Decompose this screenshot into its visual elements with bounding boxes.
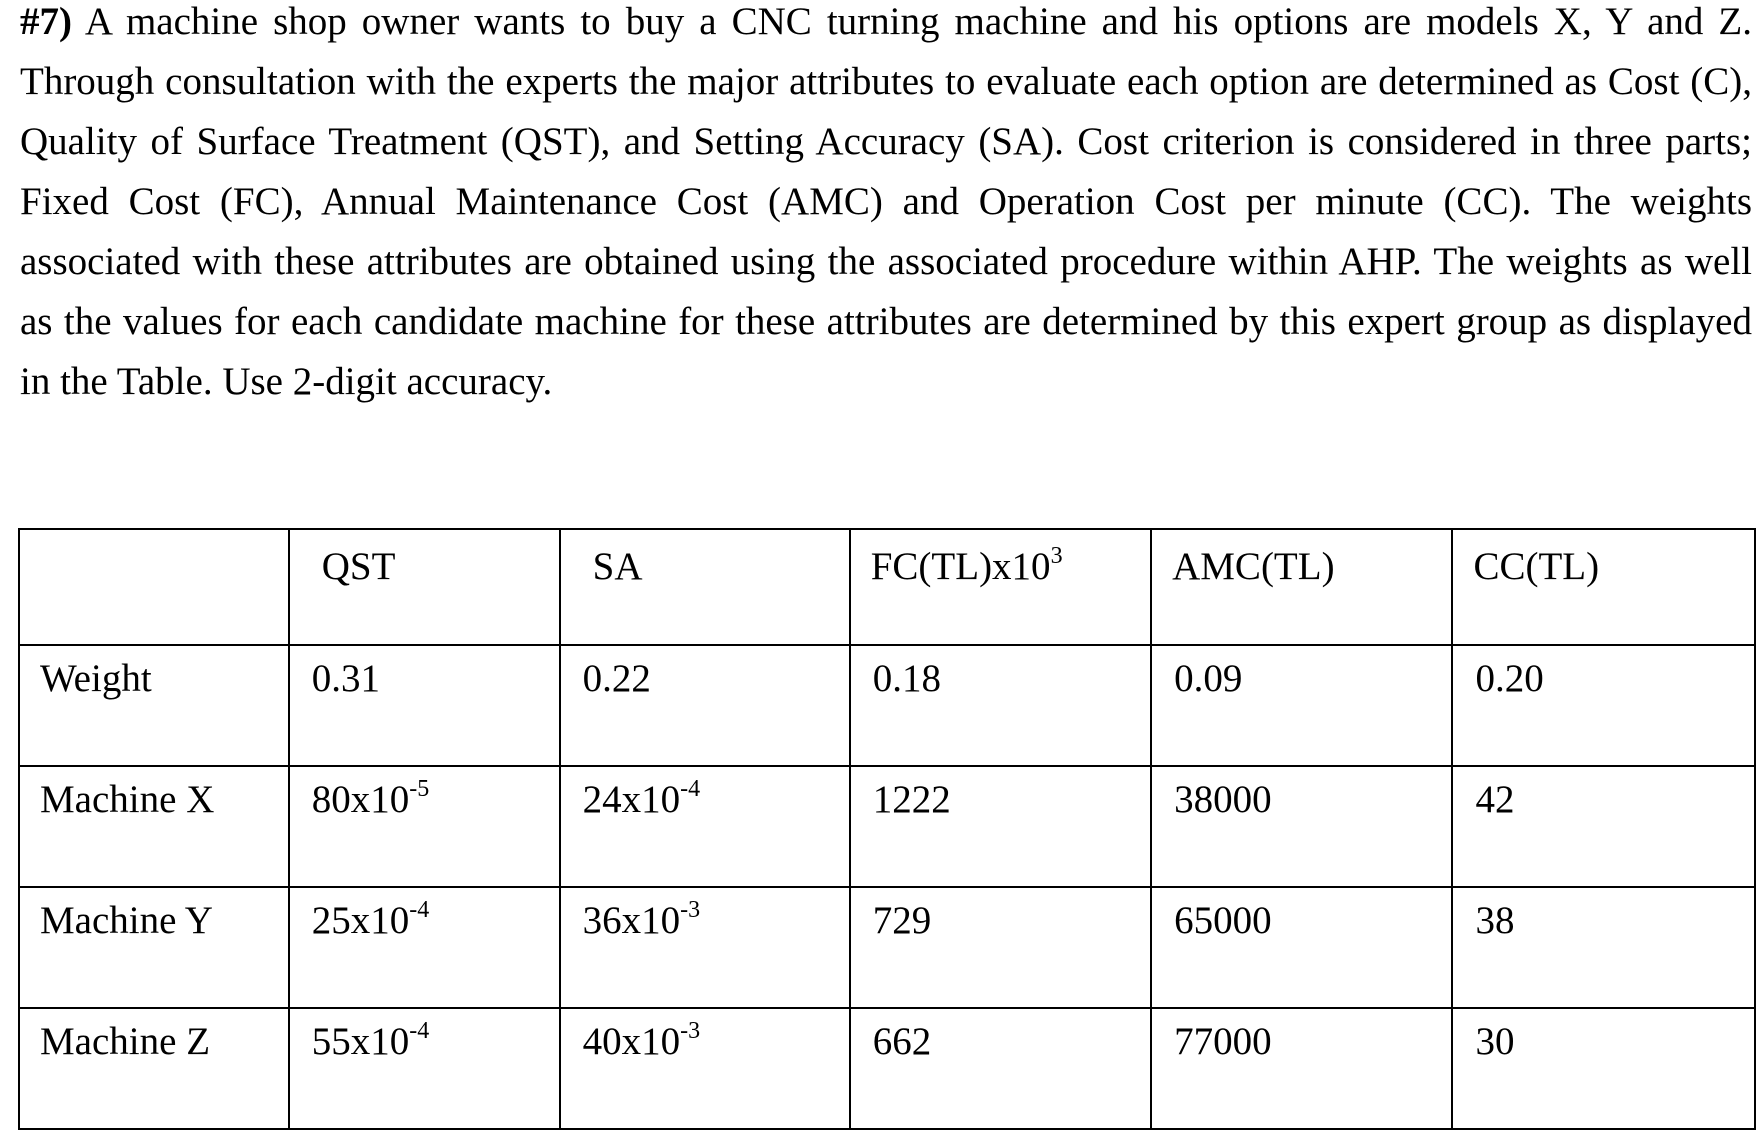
cell-machine-x-qst bbox=[289, 766, 560, 887]
cell-base: 80x10 bbox=[311, 778, 410, 821]
table-row bbox=[19, 1008, 1755, 1129]
problem-statement bbox=[20, 0, 1752, 412]
cell-base: 0.22 bbox=[582, 657, 651, 700]
attribute-table bbox=[18, 528, 1756, 1130]
cell-machine-y-sa bbox=[560, 887, 850, 1008]
cell-machine-z-qst bbox=[289, 1008, 560, 1129]
cell-base: 24x10 bbox=[582, 778, 681, 821]
cell-machine-y-cc: 38 bbox=[1452, 887, 1755, 1008]
row-label-machine-z: Machine Z bbox=[19, 1008, 289, 1129]
row-label-machine-y: Machine Y bbox=[19, 887, 289, 1008]
cell-weight-fc: 0.18 bbox=[850, 645, 1151, 766]
cell-exponent: -4 bbox=[409, 1018, 430, 1044]
header-cc: CC(TL) bbox=[1452, 529, 1755, 645]
cell-machine-z-amc: 77000 bbox=[1151, 1008, 1452, 1129]
cell-exponent: -5 bbox=[409, 776, 430, 802]
table-header-row bbox=[19, 529, 1755, 645]
header-empty-cell bbox=[19, 529, 289, 645]
table-row bbox=[19, 766, 1755, 887]
cell-base: 25x10 bbox=[311, 899, 410, 942]
cell-exponent: -3 bbox=[680, 897, 701, 923]
cell-weight-sa bbox=[560, 645, 850, 766]
cell-machine-x-sa bbox=[560, 766, 850, 887]
cell-weight-amc: 0.09 bbox=[1151, 645, 1452, 766]
cell-machine-x-cc: 42 bbox=[1452, 766, 1755, 887]
row-label-machine-x: Machine X bbox=[19, 766, 289, 887]
header-fc-exponent: 3 bbox=[1050, 543, 1063, 569]
header-fc-base: FC(TL)x10 bbox=[870, 545, 1051, 588]
table-row bbox=[19, 887, 1755, 1008]
cell-base: 40x10 bbox=[582, 1020, 681, 1063]
header-qst: QST bbox=[289, 529, 560, 645]
cell-exponent: -4 bbox=[409, 897, 430, 923]
header-fc bbox=[850, 529, 1151, 645]
problem-number: #7) bbox=[20, 0, 72, 43]
cell-exponent: -3 bbox=[680, 1018, 701, 1044]
cell-weight-cc: 0.20 bbox=[1452, 645, 1755, 766]
cell-machine-y-fc: 729 bbox=[850, 887, 1151, 1008]
cell-machine-y-qst bbox=[289, 887, 560, 1008]
cell-machine-z-sa bbox=[560, 1008, 850, 1129]
cell-base: 55x10 bbox=[311, 1020, 410, 1063]
cell-weight-qst bbox=[289, 645, 560, 766]
problem-text: A machine shop owner wants to buy a CNC turning machine and his options are models X, Y and Z. Through consultation with the experts the major attributes to evaluate each option are determined as Cost (C), Quality of Surface Treatment (QST), and Setting Accuracy (SA). Cost criterion is considered in three parts; Fixed Cost (FC), Annual Maintenance Cost (AMC) and Operation Cost per minute (CC). The weights associated with these attributes are obtained using the associated procedure within AHP. The weights as well as the values for each candidate machine for these attributes are determined by this expert group as displayed in the Table. Use 2-digit accuracy. bbox=[20, 0, 1752, 403]
cell-exponent: -4 bbox=[680, 776, 701, 802]
row-label-weight: Weight bbox=[19, 645, 289, 766]
cell-machine-x-fc: 1222 bbox=[850, 766, 1151, 887]
cell-machine-z-cc: 30 bbox=[1452, 1008, 1755, 1129]
cell-machine-x-amc: 38000 bbox=[1151, 766, 1452, 887]
cell-base: 36x10 bbox=[582, 899, 681, 942]
table-row bbox=[19, 645, 1755, 766]
cell-machine-z-fc: 662 bbox=[850, 1008, 1151, 1129]
header-amc: AMC(TL) bbox=[1151, 529, 1452, 645]
cell-machine-y-amc: 65000 bbox=[1151, 887, 1452, 1008]
cell-base: 0.31 bbox=[311, 657, 381, 700]
header-sa: SA bbox=[560, 529, 850, 645]
